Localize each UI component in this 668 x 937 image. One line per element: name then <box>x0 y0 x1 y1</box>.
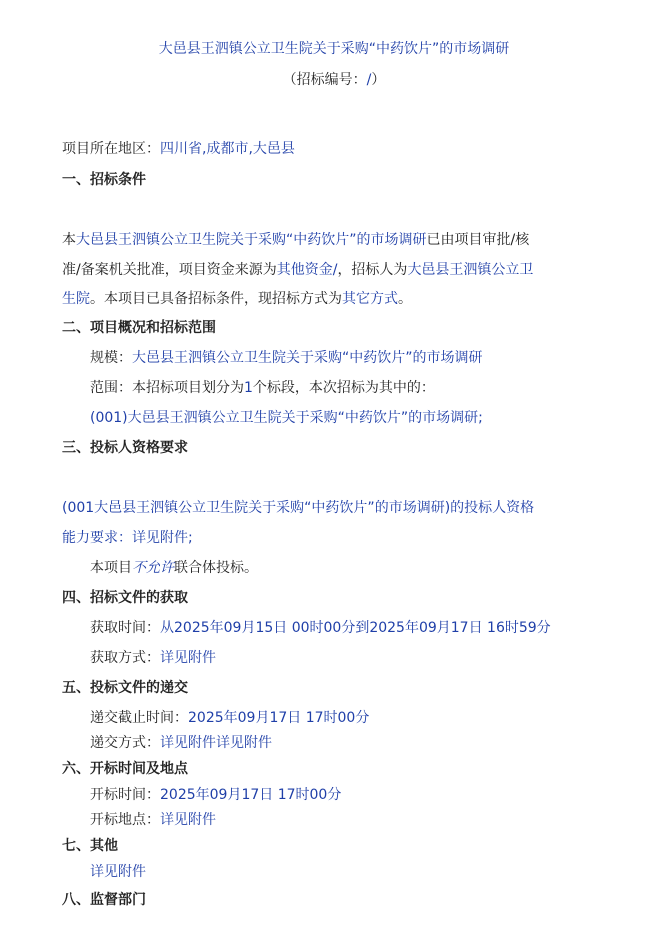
overview-lot: (001)大邑县王泗镇公立卫生院关于采购“中药饮片”的市场调研; <box>90 410 483 426</box>
obtain-method-label: 获取方式： <box>90 650 160 666</box>
qualification-line-2 <box>62 529 193 547</box>
conditions-tenderer-b: 生院 <box>62 291 90 307</box>
submit-deadline-value: 2025年09月17日 17时00分 <box>188 710 370 726</box>
other-value: 详见附件 <box>90 864 146 880</box>
submit-method <box>90 734 272 752</box>
submit-deadline <box>90 709 369 727</box>
conditions-text-3: ，招标人为 <box>337 262 408 278</box>
section-6-heading: 六、开标时间及地点 <box>62 761 188 777</box>
conditions-text-2: 准/备案机关批准，项目资金来源为 <box>62 262 277 278</box>
obtain-time <box>90 619 551 637</box>
section-2-heading: 二、项目概况和招标范围 <box>62 320 216 336</box>
consortium-line <box>90 559 258 577</box>
consortium-value: 不允许 <box>132 560 174 576</box>
location-value: 四川省,成都市,大邑县 <box>160 141 295 157</box>
section-8-heading: 八、监督部门 <box>62 892 146 908</box>
conditions-line-3 <box>62 290 412 308</box>
consortium-suffix: 联合体投标。 <box>174 560 258 576</box>
location-label: 项目所在地区： <box>62 141 160 157</box>
conditions-project: 大邑县王泗镇公立卫生院关于采购“中药饮片”的市场调研 <box>76 232 427 248</box>
conditions-text-4: 。本项目已具备招标条件，现招标方式为 <box>90 291 342 307</box>
conditions-fund: 其他资金/ <box>276 262 338 278</box>
section-5-heading: 五、投标文件的递交 <box>62 680 188 696</box>
qualification-lot-value: 详见附件; <box>132 530 193 546</box>
overview-scope <box>90 379 435 397</box>
opening-time <box>90 786 341 804</box>
submit-method-value: 详见附件详见附件 <box>160 735 272 751</box>
opening-time-value: 2025年09月17日 17时00分 <box>160 787 342 803</box>
conditions-method: 其它方式 <box>342 291 398 307</box>
opening-place <box>90 811 216 829</box>
tender-number-suffix: ） <box>371 72 386 88</box>
submit-method-label: 递交方式： <box>90 735 160 751</box>
section-3-heading: 三、投标人资格要求 <box>62 440 188 456</box>
scope-label: 范围：本招标项目划分为 <box>90 380 244 396</box>
qualification-line-1 <box>62 499 534 517</box>
tender-number <box>0 71 668 89</box>
opening-time-label: 开标时间： <box>90 787 160 803</box>
page-title-text: 大邑县王泗镇公立卫生院关于采购“中药饮片”的市场调研 <box>158 41 510 57</box>
tender-number-prefix: （招标编号： <box>282 72 367 88</box>
conditions-text-1: 已由项目审批/核 <box>426 232 530 248</box>
section-1-heading: 一、招标条件 <box>62 172 146 188</box>
obtain-method-value: 详见附件 <box>160 650 216 666</box>
project-location <box>62 140 295 158</box>
scope-count: 1 <box>244 380 253 396</box>
scale-value: 大邑县王泗镇公立卫生院关于采购“中药饮片”的市场调研 <box>132 350 483 366</box>
obtain-time-value: 从2025年09月15日 00时00分到2025年09月17日 16时59分 <box>160 620 551 636</box>
conditions-line-2 <box>62 261 533 279</box>
qualification-lot-text-b: 能力要求： <box>62 530 132 546</box>
submit-deadline-label: 递交截止时间： <box>90 710 188 726</box>
conditions-tenderer-a: 大邑县王泗镇公立卫 <box>407 262 534 278</box>
tender-number-value: / <box>366 72 372 88</box>
conditions-line-1 <box>62 231 529 249</box>
scope-tail: 个标段，本次招标为其中的： <box>252 380 435 396</box>
overview-scale <box>90 349 483 367</box>
section-7-heading: 七、其他 <box>62 838 118 854</box>
page-title <box>0 40 668 58</box>
qualification-lot-text-a: (001大邑县王泗镇公立卫生院关于采购“中药饮片”的市场调研)的投标人资格 <box>62 500 535 516</box>
obtain-method <box>90 649 216 667</box>
opening-place-label: 开标地点： <box>90 812 160 828</box>
opening-place-value: 详见附件 <box>160 812 216 828</box>
conditions-prefix: 本 <box>62 232 76 248</box>
consortium-prefix: 本项目 <box>90 560 132 576</box>
section-4-heading: 四、招标文件的获取 <box>62 590 188 606</box>
obtain-time-label: 获取时间： <box>90 620 160 636</box>
conditions-text-5: 。 <box>398 291 412 307</box>
scale-label: 规模： <box>90 350 132 366</box>
